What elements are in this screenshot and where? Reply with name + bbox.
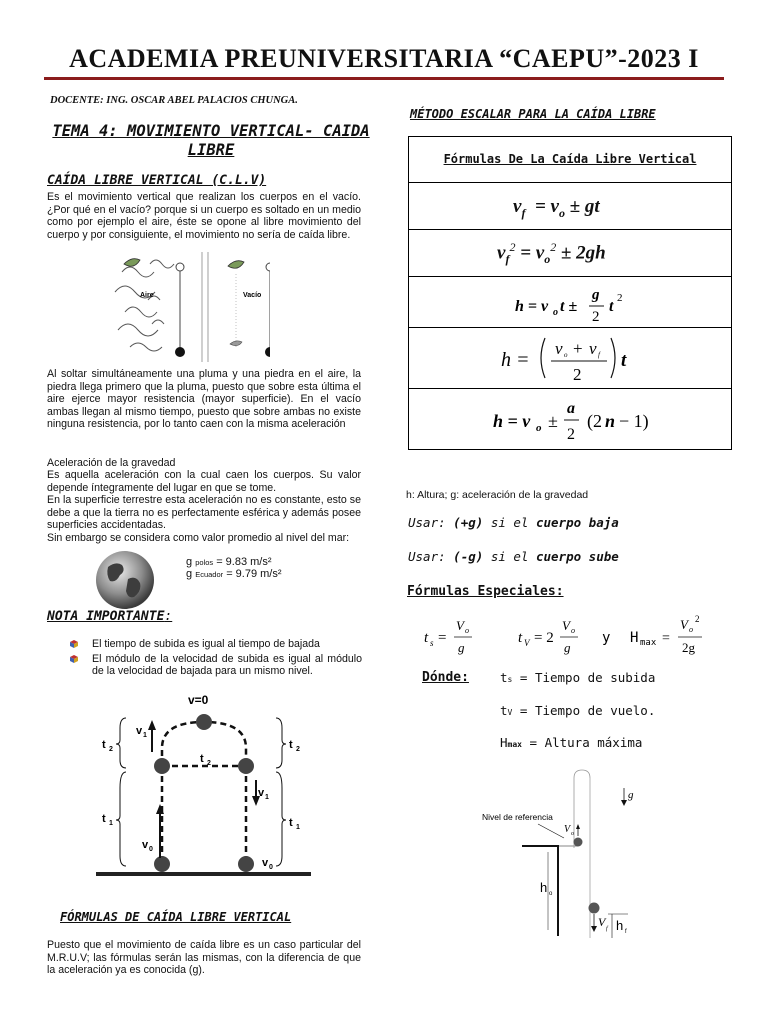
svg-text:o: o — [553, 307, 558, 318]
svg-text:=: = — [438, 630, 447, 646]
list-item: El tiempo de subida es igual al tiempo de bajada — [70, 638, 362, 651]
earth-globe-icon — [94, 549, 156, 611]
special-formulas-heading: Fórmulas Especiales: — [407, 584, 564, 599]
gravity-p3: Sin embargo se considera como valor promedio al nivel del mar: — [47, 532, 350, 544]
svg-text:t: t — [102, 813, 106, 825]
svg-text:h = v: h = v — [515, 298, 549, 315]
svg-text:g: g — [592, 287, 600, 303]
svg-text:t: t — [102, 739, 106, 751]
air-label: Aire — [140, 292, 154, 299]
gravity-p1: Es aquella aceleración con la cual caen los cuerpos. Su valor depende íntegramente del lugar en que se tome. — [47, 469, 361, 494]
teacher-line: DOCENTE: ING. OSCAR ABEL PALACIOS CHUNGA. — [50, 95, 298, 106]
projectile-path — [574, 770, 590, 938]
svg-text:t: t — [424, 630, 429, 646]
svg-text:h = v: h = v — [493, 411, 531, 431]
vacuum-label: Vacío — [243, 292, 262, 299]
gravity-p2: En la superficie terrestre esta aceleración no es constante, esto se debe a que la tierra no es perfectamente esférica y además posee superficies accidentadas. — [47, 494, 361, 532]
formula-row-4 — [409, 327, 731, 388]
svg-text:v: v — [262, 857, 269, 869]
hmax-definition: Hmax = Altura máxima — [500, 735, 643, 750]
intro-paragraph: Es el movimiento vertical que realizan los cuerpos en el vacío. ¿Por qué en el vacío? porque si un cuerpo es soltado en un medio como por ejemplo el aire, éste se opone al libre movimiento del cuerpo y por consiguiente, el movimiento no sería de caída libre. — [47, 191, 361, 241]
svg-text:2: 2 — [207, 760, 211, 767]
formula-row-2: $v_f^2 = v_o^2 \pm 2gh$ — [409, 229, 731, 276]
stone-icon — [265, 347, 270, 357]
formulas-heading: FÓRMULAS DE CAÍDA LIBRE VERTICAL — [60, 910, 292, 924]
svg-text:V: V — [456, 618, 464, 633]
svg-text:f: f — [606, 926, 608, 932]
svg-text:t: t — [289, 739, 293, 751]
v-top-label: v=0 — [188, 693, 209, 707]
svg-text:H: H — [630, 630, 639, 646]
svg-text:t: t — [621, 350, 627, 371]
svg-text:±: ± — [548, 411, 558, 431]
formula-legend: h: Altura; g: aceleración de la gravedad — [406, 489, 589, 501]
bullet-icon — [70, 655, 78, 663]
svg-text:1: 1 — [265, 794, 269, 801]
svg-text:v: v — [142, 839, 149, 851]
svg-text:v: v — [258, 787, 265, 799]
formulas-paragraph: Puesto que el movimiento de caída libre es un caso particular del M.R.U.V; las fórmulas serán las mismas, con la diferencia de que la aceleración ya es conocida (g). — [47, 939, 361, 977]
svg-text:+: + — [573, 339, 583, 358]
g-equator: g Ecuador = 9.79 m/s² — [186, 568, 282, 580]
svg-text:g: g — [564, 640, 571, 655]
cliff-diagram — [478, 768, 668, 948]
svg-text:1: 1 — [143, 732, 147, 739]
usar-sube: Usar: (-g) si el cuerpo sube — [408, 549, 619, 564]
svg-text:2g: 2g — [682, 640, 695, 655]
svg-text:2: 2 — [296, 746, 300, 753]
svg-text:n: n — [605, 411, 616, 431]
svg-text:ν: ν — [589, 339, 597, 358]
svg-text:ν: ν — [555, 339, 563, 358]
g-poles: g polos = 9.83 m/s² — [186, 556, 272, 568]
svg-text:f: f — [625, 929, 627, 935]
svg-text:1: 1 — [296, 824, 300, 831]
svg-text:o: o — [465, 626, 469, 635]
svg-text:V: V — [564, 824, 571, 835]
svg-text:2: 2 — [617, 292, 623, 304]
svg-text:o: o — [549, 891, 553, 897]
svg-text:V: V — [598, 915, 606, 929]
gravity-label: g — [628, 789, 634, 801]
clv-heading: CAÍDA LIBRE VERTICAL (C.L.V) — [47, 173, 267, 188]
air-swirls — [115, 260, 174, 351]
note-list — [70, 638, 362, 678]
title-divider — [44, 77, 724, 80]
svg-text:o: o — [571, 831, 574, 837]
list-item: El módulo de la velocidad de subida es igual al módulo de la velocidad de bajada para un mismo nivel. — [70, 653, 362, 678]
svg-text:t ±: t ± — [560, 298, 578, 315]
svg-text:h: h — [540, 880, 548, 895]
bullet-icon — [70, 640, 78, 648]
method-heading: MÉTODO ESCALAR PARA LA CAÍDA LIBRE — [410, 107, 656, 121]
trajectory-diagram — [96, 688, 316, 883]
svg-text:= 2: = 2 — [534, 630, 554, 646]
svg-text:2: 2 — [695, 614, 700, 624]
svg-text:g: g — [458, 640, 465, 655]
reference-level-label: Nivel de referencia — [482, 812, 553, 822]
svg-text:t: t — [518, 630, 523, 646]
svg-text:0: 0 — [269, 864, 273, 871]
page-title: ACADEMIA PREUNIVERSITARIA “CAEPU”-2023 I — [69, 44, 699, 73]
note-heading: NOTA IMPORTANTE: — [47, 609, 173, 624]
feather-icon — [124, 259, 140, 267]
svg-text:2: 2 — [109, 746, 113, 753]
formula-row-3 — [409, 276, 731, 327]
svg-text:1: 1 — [109, 820, 113, 827]
svg-text:2: 2 — [567, 426, 575, 443]
svg-text:a: a — [567, 400, 575, 417]
svg-text:=: = — [662, 631, 670, 646]
svg-text:v: v — [136, 725, 143, 737]
svg-text:t: t — [289, 817, 293, 829]
svg-text:o: o — [536, 422, 542, 434]
ball-top — [196, 714, 212, 730]
special-formulas — [420, 610, 720, 660]
svg-text:o: o — [564, 351, 568, 359]
feather-icon — [228, 261, 244, 269]
tv-definition: tV = Tiempo de vuelo. — [500, 703, 656, 718]
svg-text:h: h — [616, 918, 624, 933]
formula-table-title: Fórmulas De La Caída Libre Vertical — [443, 152, 697, 166]
svg-text:t: t — [609, 298, 614, 315]
svg-text:t: t — [200, 753, 204, 765]
svg-text:h =: h = — [501, 349, 530, 371]
svg-text:V: V — [524, 638, 530, 648]
formula-table — [408, 136, 732, 450]
svg-text:2: 2 — [592, 309, 600, 325]
gravity-title: Aceleración de la gravedad — [47, 457, 176, 469]
usar-baja: Usar: (+g) si el cuerpo baja — [408, 515, 619, 530]
svg-text:− 1): − 1) — [619, 411, 649, 431]
donde-label: Dónde: — [422, 670, 469, 685]
ts-definition: ts = Tiempo de subida — [500, 670, 656, 685]
formula-row-5 — [409, 388, 731, 449]
stone-icon — [175, 347, 185, 357]
svg-text:f: f — [598, 351, 600, 359]
feather-stone-illustration — [110, 252, 270, 362]
svg-text:o: o — [571, 626, 575, 635]
feather-paragraph: Al soltar simultáneamente una pluma y una piedra en el aire, la piedra llega primero que la pluma, puesto que sobre esta última el aire ejerce mayor resistencia (mayor superficie). En el vacío ambas llegan al mismo tiempo, puesto que sobre ambas no existe ninguna resistencia, por lo tanto caen con la misma aceleración — [47, 368, 361, 431]
topic-title: TEMA 4: MOVIMIENTO VERTICAL- CAIDA LIBRE — [52, 122, 370, 159]
svg-text:y: y — [602, 630, 611, 646]
svg-text:V: V — [680, 617, 688, 632]
svg-text:(2: (2 — [587, 411, 602, 431]
formula-row-1: $v_f = v_o$ ± gt — [409, 182, 731, 229]
svg-text:max: max — [640, 638, 657, 648]
svg-text:2: 2 — [573, 365, 582, 384]
svg-text:V: V — [562, 618, 570, 633]
svg-text:s: s — [430, 638, 434, 648]
svg-text:0: 0 — [149, 846, 153, 853]
svg-text:o: o — [689, 625, 693, 634]
